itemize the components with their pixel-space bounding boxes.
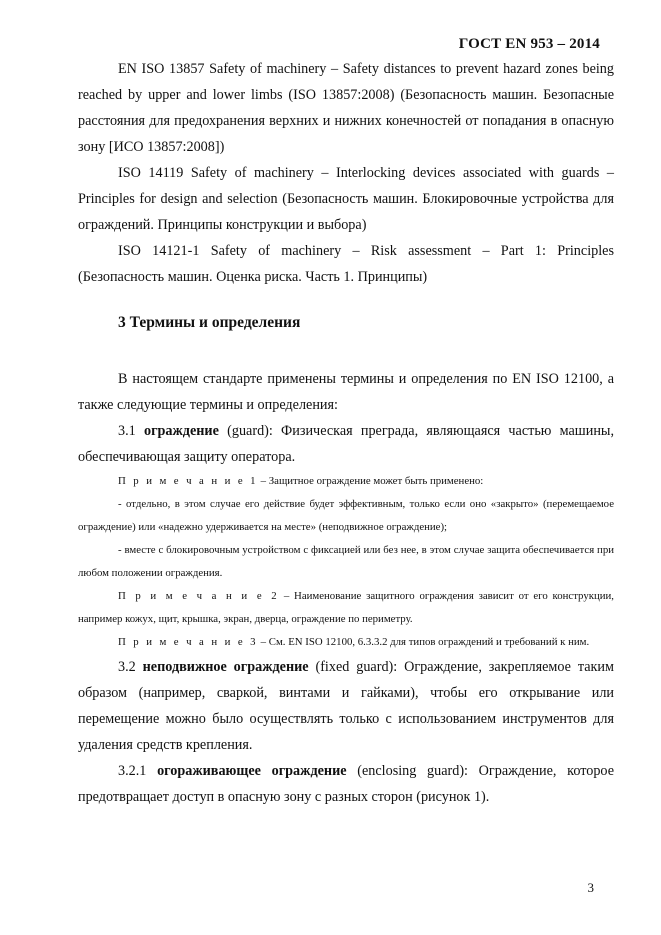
section-title: 3 Термины и определения	[118, 314, 301, 331]
term-name: огораживающее ограждение	[157, 763, 347, 779]
term-number: 3.2	[118, 659, 143, 675]
note-text: – Защитное ограждение может быть применено:	[257, 475, 484, 487]
note-3	[78, 631, 614, 654]
note-text: – См. EN ISO 12100, 6.3.3.2 для типов ограждений и требований к ним.	[257, 636, 590, 648]
term-3-2-1	[78, 758, 614, 810]
term-name: ограждение	[143, 423, 219, 439]
reference-iso-14119: ISO 14119 Safety of machinery – Interlocking devices associated with guards – Principles for design and selection (Безопасность машин. Блокировочные устройства для ограждений. Принципы конструкции и выбора)	[78, 165, 614, 233]
term-definition: (guard): Физическая преграда, являющаяся частью машины, обеспечивающая защиту оператора.	[78, 423, 614, 465]
note-label: П р и м е ч а н и е 2	[118, 590, 280, 602]
note-1-item-1: - отдельно, в этом случае его действие будет эффективным, только если оно «закрыто» (перемещаемое ограждение) или «надежно удерживается на месте» (неподвижное ограждение);	[78, 498, 614, 533]
note-label: П р и м е ч а н и е 3	[118, 636, 258, 648]
term-definition: (fixed guard): Ограждение, закрепляемое таким образом (например, сваркой, винтами и гайками), чтобы его открывание или перемещение можно было осуществлять только с использованием инструментов для удаления средств крепления.	[78, 659, 614, 753]
term-3-1	[78, 418, 614, 470]
document-header: ГОСТ EN 953 – 2014	[458, 36, 600, 52]
page-content	[78, 56, 614, 810]
term-number: 3.1	[118, 423, 144, 439]
term-definition: (enclosing guard): Ограждение, которое предотвращает доступ в опасную зону с разных сторон (рисунок 1).	[78, 763, 614, 805]
note-1	[78, 470, 614, 493]
page-number: 3	[587, 880, 594, 895]
section-intro: В настоящем стандарте применены термины и определения по EN ISO 12100, а также следующие термины и определения:	[78, 371, 614, 413]
reference-iso-14121-1: ISO 14121-1 Safety of machinery – Risk assessment – Part 1: Principles (Безопасность машин. Оценка риска. Часть 1. Принципы)	[78, 243, 614, 285]
reference-iso-13857: EN ISO 13857 Safety of machinery – Safety distances to prevent hazard zones being reached by upper and lower limbs (ISO 13857:2008) (Безопасность машин. Безопасные расстояния для предохранения верхних и нижних конечностей от попадания в опасную зону [ИСО 13857:2008])	[78, 61, 614, 155]
note-2	[78, 585, 614, 631]
term-3-2	[78, 654, 614, 758]
term-number: 3.2.1	[118, 763, 158, 779]
note-label: П р и м е ч а н и е 1	[118, 475, 258, 487]
term-name: неподвижное ограждение	[142, 659, 309, 675]
note-text: – Наименование защитного ограждения зависит от его конструкции, например кожух, щит, крышка, экран, дверца, ограждение по периметру.	[78, 590, 614, 625]
note-1-item-2: - вместе с блокировочным устройством с фиксацией или без нее, в этом случае защита обеспечивается при любом положении ограждения.	[78, 544, 614, 579]
